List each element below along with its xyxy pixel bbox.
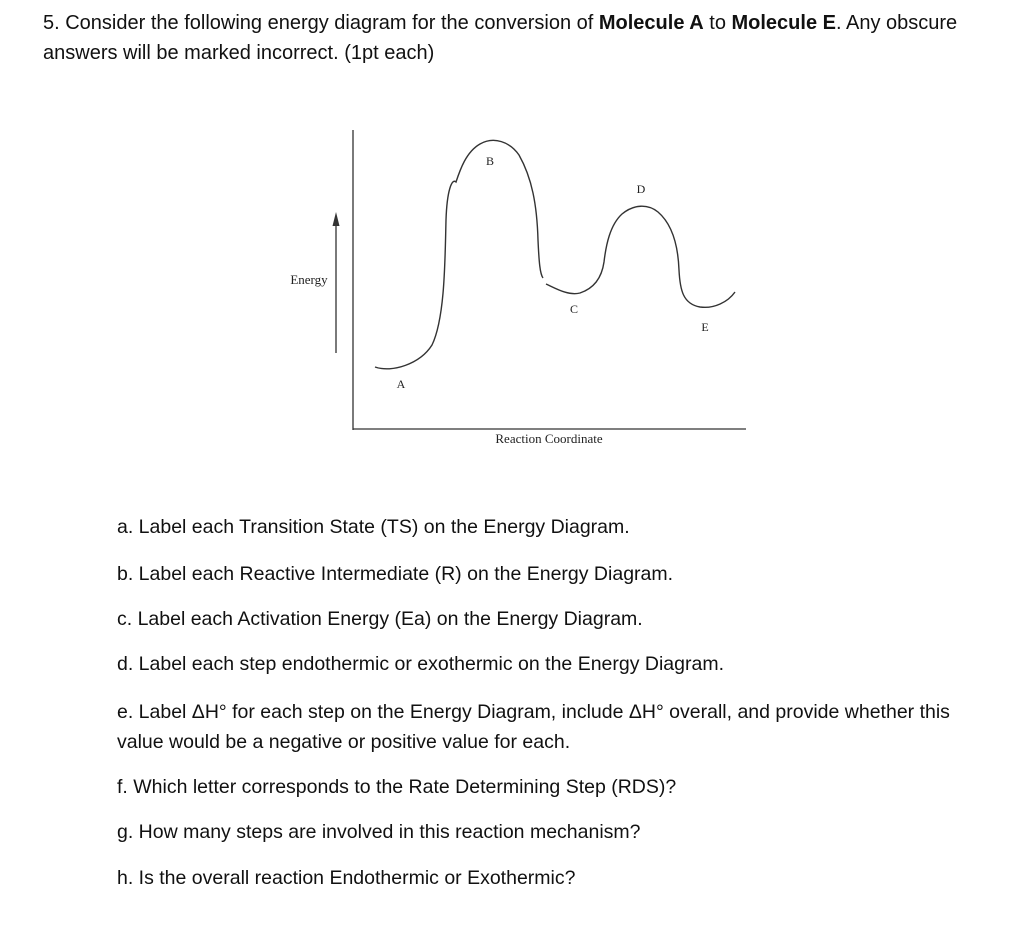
question-text-1: 5. Consider the following energy diagram for the conversion of [43,12,599,34]
point-label-d: D [636,182,646,196]
part-d: d. Label each step endothermic or exothermic on the Energy Diagram. [117,653,724,675]
point-label-c: C [569,302,579,316]
energy-arrowhead [333,212,340,226]
part-h: h. Is the overall reaction Endothermic or Exothermic? [117,867,576,889]
y-axis-label: Energy [290,272,328,287]
x-axis-label: Reaction Coordinate [495,431,603,446]
part-g: g. How many steps are involved in this reaction mechanism? [117,821,641,843]
part-f: f. Which letter corresponds to the Rate Determining Step (RDS)? [117,776,677,798]
part-c: c. Label each Activation Energy (Ea) on the Energy Diagram. [117,608,643,630]
energy-curve-segment-1 [375,140,543,368]
point-label-e: E [701,320,709,334]
molecule-a-label: Molecule A [598,12,704,34]
part-a: a. Label each Transition State (TS) on the Energy Diagram. [117,516,630,538]
point-label-b: B [485,154,495,168]
question-text-2: to [703,12,732,34]
part-e: e. Label ΔH° for each step on the Energy Diagram, include ΔH° overall, and provide whether this value would be a negative or positive value for each. [117,701,950,753]
point-label-a: A [396,377,406,391]
energy-curve-segment-2 [546,206,735,307]
part-b: b. Label each Reactive Intermediate (R) on the Energy Diagram. [117,563,674,585]
question-text-3: . Any obscure answers will be marked incorrect. (1pt each) [43,12,958,64]
molecule-e-label: Molecule E [731,12,836,34]
